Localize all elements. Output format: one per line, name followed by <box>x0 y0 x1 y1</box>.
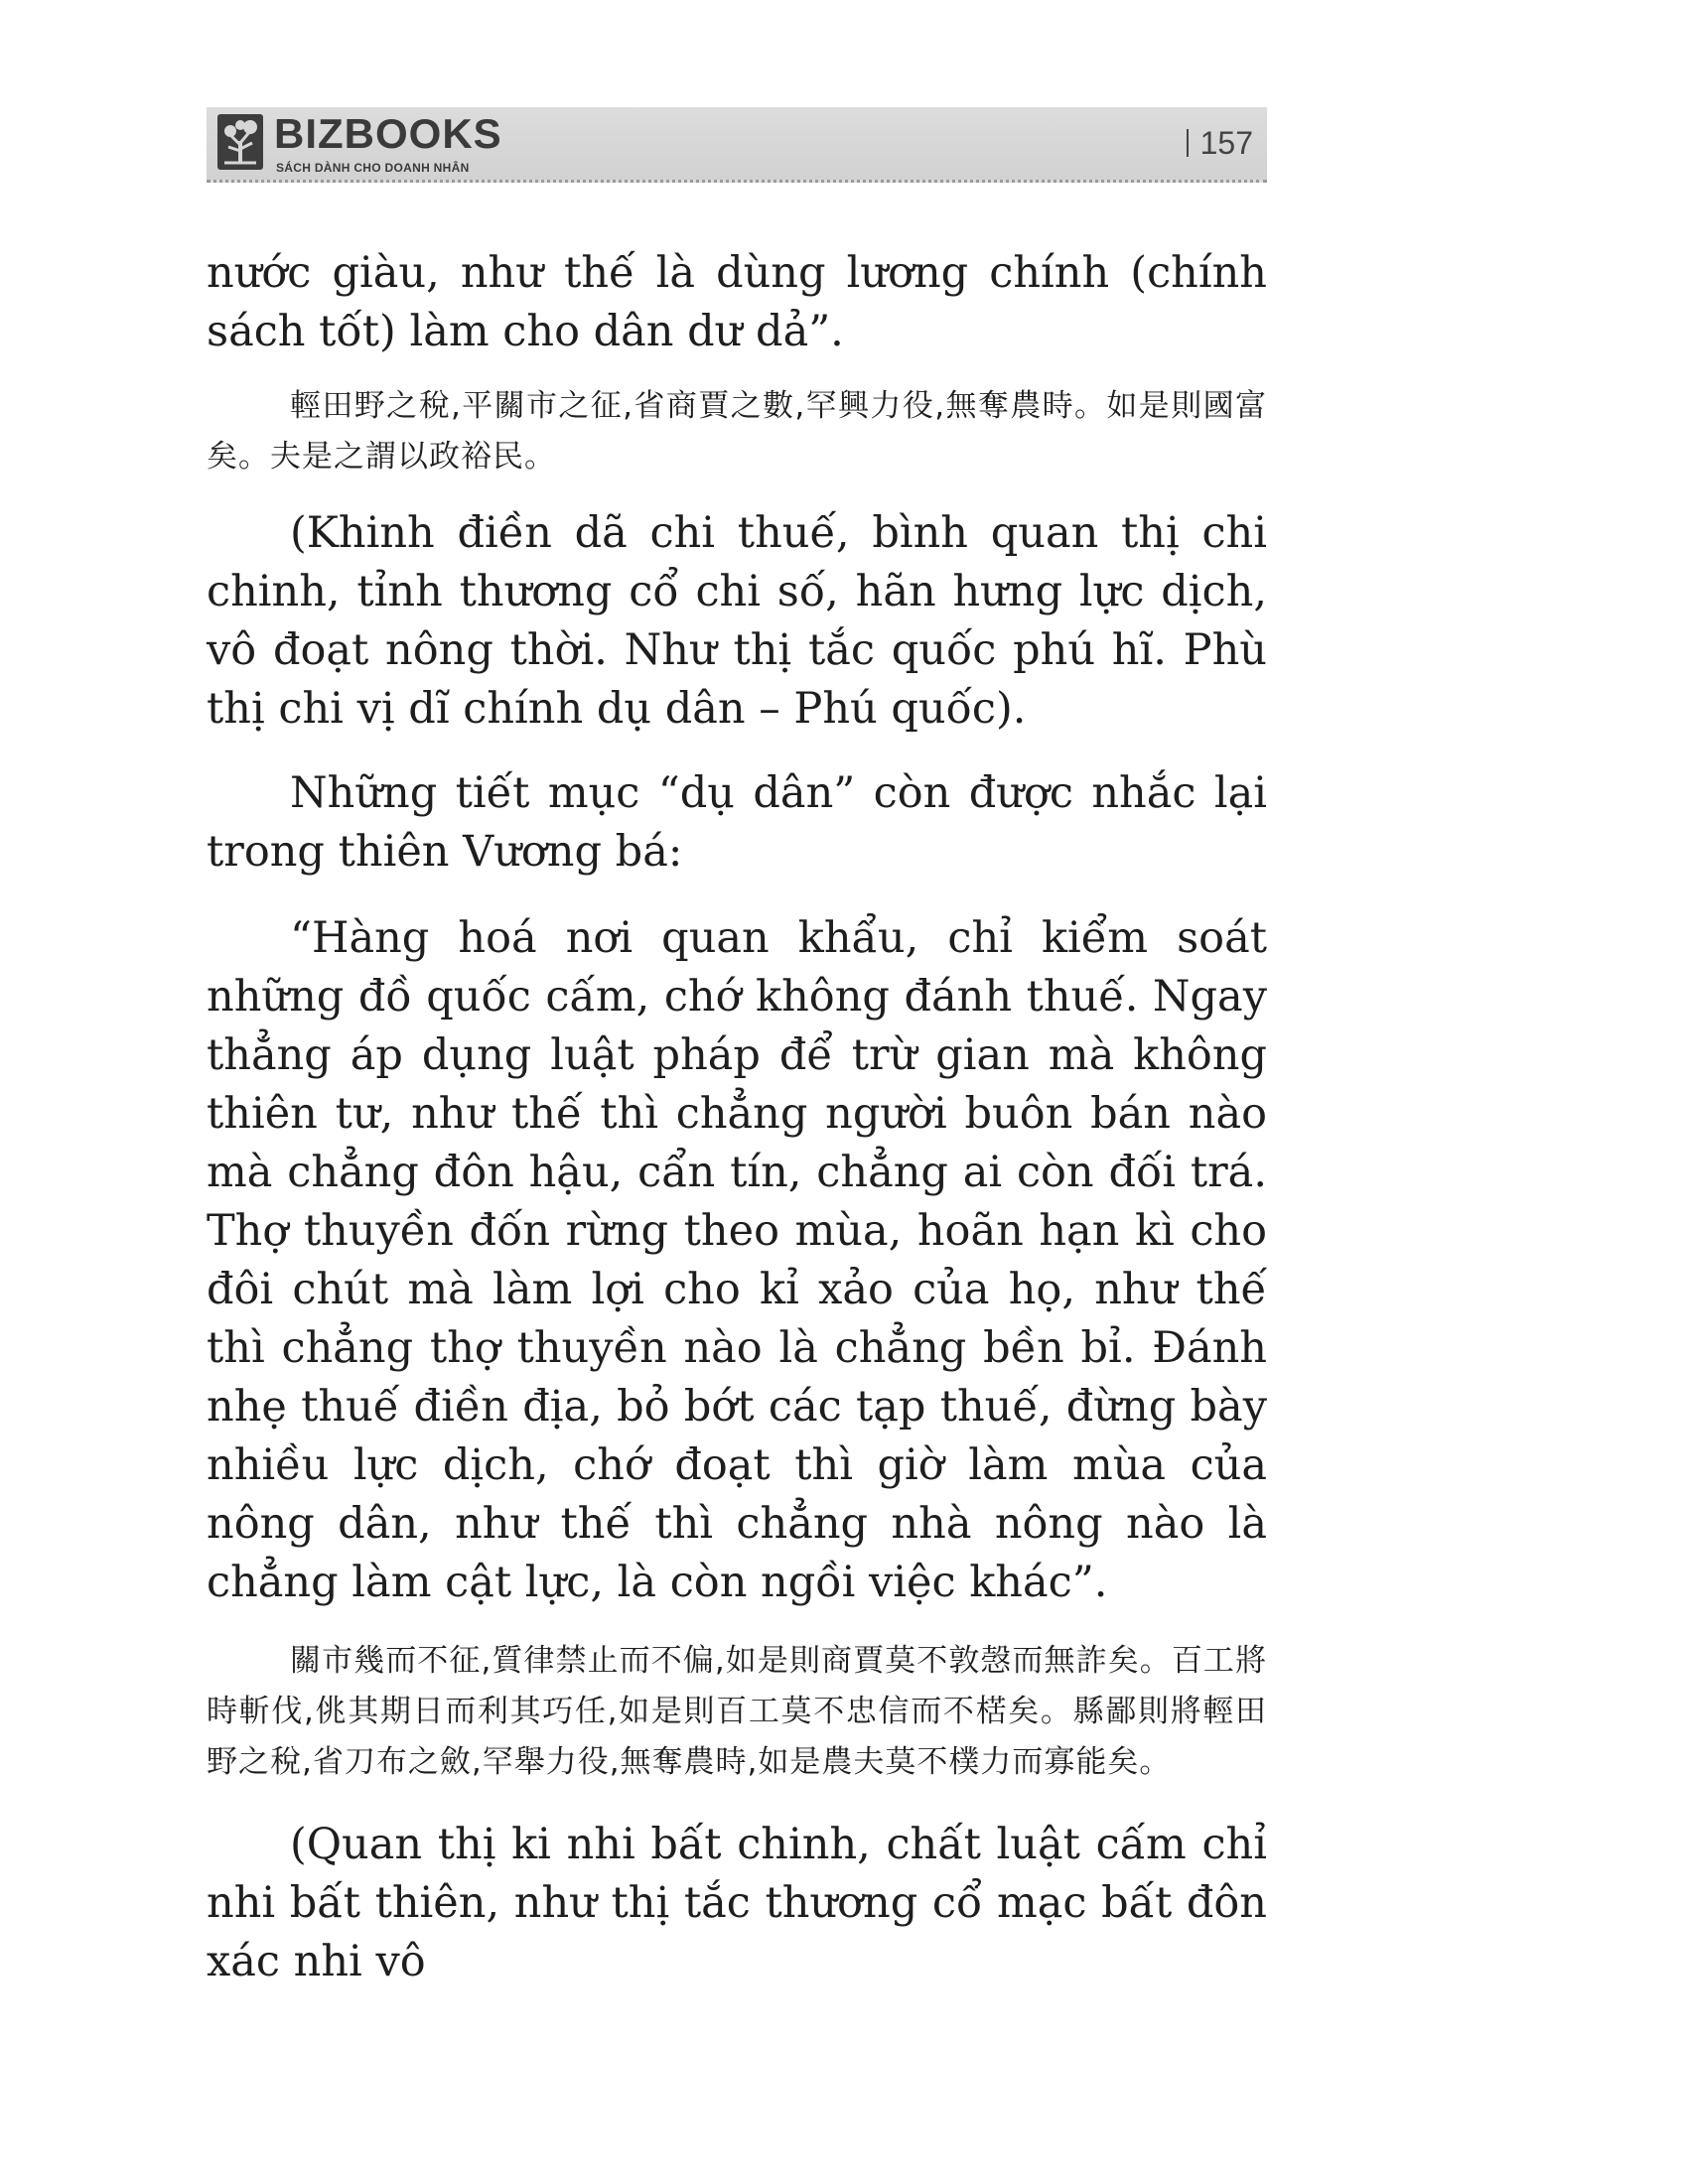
page-body <box>207 244 1267 1991</box>
paragraph-continuation: nước giàu, như thế là dùng lương chính (chính sách tốt) làm cho dân dư dả”. <box>207 248 1267 356</box>
paragraph-intro-vuong-ba: Những tiết mục “dụ dân” còn được nhắc lại trong thiên Vương bá: <box>207 768 1267 877</box>
classical-chinese-quote-1: 輕田野之稅,平關市之征,省商賈之數,罕興力役,無奪農時。如是則國富矣。夫是之謂以政裕民。 <box>207 388 1267 475</box>
brand-name: BIZBOOKS <box>274 110 502 157</box>
transliteration-paragraph-1: (Khinh điền dã chi thuế, bình quan thị chi chinh, tỉnh thương cổ chi số, hãn hưng lực dịch, vô đoạt nông thời. Như thị tắc quốc phú hĩ. Phù thị chi vị dĩ chính dụ dân – Phú quốc). <box>207 508 1267 734</box>
page-number-block <box>1187 125 1253 161</box>
bizbooks-tree-logo-icon <box>216 113 264 171</box>
classical-chinese-quote-2: 關市幾而不征,質律禁止而不偏,如是則商賈莫不敦愨而無詐矣。百工將時斬伐,佻其期日而利其巧任,如是則百工莫不忠信而不楛矣。縣鄙則將輕田野之稅,省刀布之斂,罕舉力役,無奪農時,如是農夫莫不樸力而寡能矣。 <box>207 1643 1267 1780</box>
transliteration-paragraph-2: (Quan thị ki nhi bất chinh, chất luật cấm chỉ nhi bất thiên, như thị tắc thương cổ mạc bất đôn xác nhi vô <box>207 1820 1267 1986</box>
page-header <box>207 107 1267 183</box>
page-number-separator <box>1187 129 1189 157</box>
page-number: 157 <box>1199 125 1253 161</box>
translation-quote-paragraph: “Hàng hoá nơi quan khẩu, chỉ kiểm soát những đồ quốc cấm, chớ không đánh thuế. Ngay thẳng áp dụng luật pháp để trừ gian mà không thiên tư, như thế thì chẳng người buôn bán nào mà chẳng đôn hậu, cẩn tín, chẳng ai còn đối trá. Thợ thuyền đốn rừng theo mùa, hoãn hạn kì cho đôi chút mà làm lợi cho kỉ xảo của họ, như thế thì chẳng thợ thuyền nào là chẳng bền bỉ. Đánh nhẹ thuế điền địa, bỏ bớt các tạp thuế, đừng bày nhiều lực dịch, chớ đoạt thì giờ làm mùa của nông dân, như thế thì chẳng nhà nông nào là chẳng làm cật lực, là còn ngồi việc khác”. <box>207 913 1267 1607</box>
brand-tagline: SÁCH DÀNH CHO DOANH NHÂN <box>276 161 470 175</box>
